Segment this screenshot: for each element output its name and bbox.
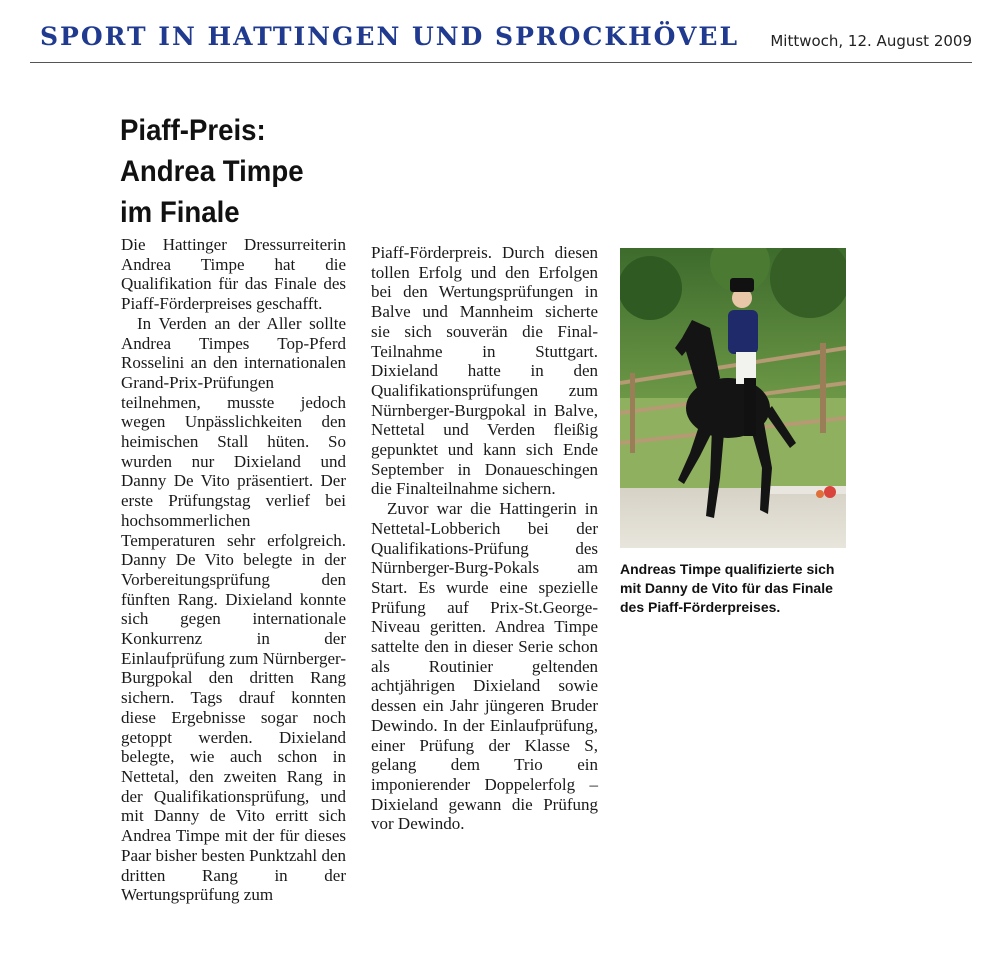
section-title: SPORT IN HATTINGEN UND SPROCKHÖVEL (40, 22, 740, 51)
header-divider (30, 62, 972, 63)
article-paragraph: Zuvor war die Hattingerin in Nettetal-Lobberich bei der Qualifikations-Prüfung des Nürnberger-Burg-Pokals am Start. Es wurde eine spezielle Prüfung auf Prix-St.George-Niveau geritten. Andrea Timpe sattelte den in dieser Serie schon als Routinier geltenden achtjährigen Dixieland sowie dessen ein Jahr jüngeren Bruder Dewindo. In der Einlaufprüfung, einer Prüfung der Klasse S, gelang dem Trio ein imponierender Doppelerfolg – Dixieland gewann die Prüfung vor Dewindo. (371, 499, 598, 834)
article-headline (120, 110, 341, 233)
photo-caption: Andreas Timpe qualifizierte sich mit Danny de Vito für das Finale des Piaff-Förderpreises. (620, 561, 835, 615)
article-column-2 (371, 243, 598, 834)
headline-line: im Finale (120, 196, 240, 229)
headline-line: Piaff-Preis: (120, 114, 266, 147)
issue-date: Mittwoch, 12. August 2009 (770, 32, 972, 50)
dressage-photo (620, 248, 846, 548)
headline-line: Andrea Timpe (120, 155, 304, 188)
article-column-1 (121, 235, 346, 905)
article-paragraph-continued: Piaff-Förderpreis. Durch diesen tollen Erfolg und den Erfolgen bei den Wertungsprüfungen in Balve und Mannheim sicherte sie sich souverän die Final-Teilnahme in Stuttgart. Dixieland hatte in den Qualifikationsprüfungen zum Nürnberger-Burgpokal in Balve, Nettetal und Verden fleißig gepunktet und kann sich Ende September in Donaueschingen die Finalteilnahme sichern. (371, 243, 598, 499)
article-paragraph: Die Hattinger Dressurreiterin Andrea Timpe hat die Qualifikation für das Finale des Piaff-Förderpreises geschafft. (121, 235, 346, 314)
article-paragraph: In Verden an der Aller sollte Andrea Timpes Top-Pferd Rosselini an den internationalen Grand-Prix-Prüfungen teilnehmen, musste jedoch wegen Unpässlichkeiten den heimischen Stall hüten. So wurden nur Dixieland und Danny De Vito präsentiert. Der erste Prüfungstag verlief bei hochsommerlichen Temperaturen sehr erfolgreich. Danny De Vito belegte in der Vorbereitungsprüfung den fünften Rang. Dixieland konnte sich gegen internationale Konkurrenz in der Einlaufprüfung zum Nürnberger-Burgpokal den dritten Rang sichern. Tags drauf konnten diese Ergebnisse sogar noch getoppt werden. Dixieland belegte, wie auch schon in Nettetal, den zweiten Rang in der Qualifikationsprüfung, und mit Danny de Vito erritt sich Andrea Timpe mit der für dieses Paar bisher besten Punktzahl den dritten Rang in der Wertungsprüfung zum (121, 313, 346, 905)
